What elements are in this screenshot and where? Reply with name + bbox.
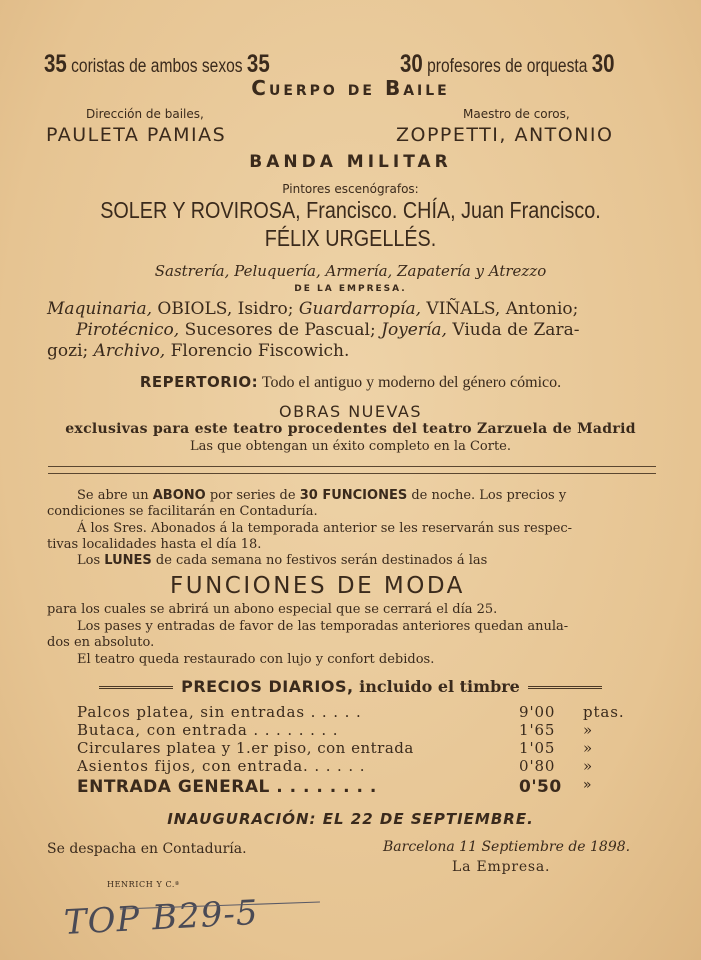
exclusivas-line: exclusivas para este teatro procedentes del teatro Zarzuela de Madrid	[65, 421, 636, 437]
price-value: 1'65	[519, 721, 556, 739]
price-unit: ptas.	[583, 703, 625, 721]
leader-right	[528, 686, 602, 689]
zaragozi-cont: gozi;	[47, 341, 94, 361]
archivo-label: Archivo,	[93, 341, 166, 361]
abono-word: ABONO	[152, 488, 206, 503]
price-unit: »	[583, 757, 594, 775]
cuerpo-de-baile: Cuerpo de Baile	[251, 76, 450, 100]
price-value: 1'05	[519, 739, 556, 757]
handwritten-signatura: TOP B29-5	[62, 892, 260, 943]
abono-p1-c: por series de	[205, 488, 300, 503]
profesores-line	[400, 50, 615, 79]
repertorio-label: REPERTORIO:	[139, 373, 259, 391]
price-label: ENTRADA GENERAL . . . . . . . .	[77, 777, 377, 797]
price-unit: »	[583, 777, 593, 793]
vinals-name: VIÑALS, Antonio;	[421, 299, 579, 319]
inauguracion: INAUGURACIÓN: EL 22 DE SEPTIEMBRE.	[167, 810, 534, 828]
guardarropia-label: Guardarropía,	[298, 299, 422, 319]
abono-p3-a: Los	[77, 553, 105, 568]
maestro-name: ZOPPETTI, ANTONIO	[396, 124, 614, 146]
funciones-de-moda: FUNCIONES DE MODA	[170, 573, 465, 599]
price-unit: »	[583, 721, 594, 739]
coristas-number: 35	[44, 50, 67, 78]
price-value: 9'00	[519, 703, 556, 721]
empresa-line1	[47, 299, 578, 319]
price-value: 0'50	[519, 777, 562, 797]
direccion-name: PAULETA PAMIAS	[46, 124, 227, 146]
abono-p1-line2: condiciones se facilitarán en Contaduría.	[47, 504, 318, 519]
abono-p4: para los cuales se abrirá un abono especial que se cerrará el día 25.	[47, 602, 498, 617]
fecha: Barcelona 11 Septiembre de 1898.	[383, 839, 631, 855]
obiols-name: OBIOLS, Isidro;	[152, 299, 299, 319]
incluido-timbre: incluido el timbre	[353, 677, 520, 696]
leader-left	[99, 686, 173, 689]
empresa-line3	[47, 341, 349, 361]
obras-nuevas: OBRAS NUEVAS	[278, 402, 423, 421]
abono-p6: El teatro queda restaurado con lujo y confort debidos.	[77, 652, 435, 667]
precios-title	[0, 677, 701, 696]
pintores-line1: SOLER Y ROVIROSA, Francisco. CHÍA, Juan Francisco.	[100, 197, 601, 223]
fiscowich-name: Florencio Fiscowich.	[165, 341, 350, 361]
coristas-label: coristas de ambos sexos	[71, 56, 243, 77]
price-label: Butaca, con entrada . . . . . . . .	[77, 721, 339, 739]
coristas-number-right: 35	[246, 50, 270, 78]
price-label: Asientos fijos, con entrada. . . . . .	[77, 757, 366, 775]
abono-p3	[77, 553, 487, 568]
abono-p3-c: de cada semana no festivos serán destinados á las	[151, 553, 488, 568]
abono-p2-line2: tivas localidades hasta el día 18.	[47, 537, 262, 552]
pascual-name: Sucesores de Pascual;	[179, 320, 382, 340]
price-value: 0'80	[519, 757, 556, 775]
imprenta: HENRICH Y C.ª	[107, 880, 180, 889]
abono-p5-line2: dos en absoluto.	[47, 635, 155, 650]
divider-top	[48, 466, 656, 467]
de-la-empresa: DE LA EMPRESA.	[294, 284, 407, 294]
empresa-line2	[76, 320, 579, 340]
price-unit: »	[583, 739, 594, 757]
abono-p1-e: de noche. Los precios y	[407, 488, 567, 503]
pintores-line2: FÉLIX URGELLÉS.	[264, 225, 437, 251]
profesores-label: profesores de orquesta	[427, 56, 588, 77]
profesores-number-right: 30	[591, 50, 615, 78]
lunes-word: LUNES	[104, 553, 152, 568]
price-label: Palcos platea, sin entradas . . . . .	[77, 703, 362, 721]
banda-militar: BANDA MILITAR	[249, 152, 452, 172]
abono-p1	[77, 488, 566, 503]
precios-diarios: PRECIOS DIARIOS,	[181, 677, 354, 696]
price-label: Circulares platea y 1.er piso, con entrada	[77, 739, 414, 757]
repertorio-text: Todo el antiguo y moderno del género cómico.	[258, 374, 562, 391]
exito-line: Las que obtengan un éxito completo en la Corte.	[189, 439, 512, 454]
pintores-label: Pintores escenógrafos:	[282, 182, 419, 196]
abono-p2-line1: Á los Sres. Abonados á la temporada anterior se les reservarán sus respec-	[77, 521, 573, 536]
direccion-label: Dirección de bailes,	[86, 107, 204, 121]
abono-p5-line1: Los pases y entradas de favor de las temporadas anteriores quedan anula-	[77, 619, 569, 634]
pirotecnico-label: Pirotécnico,	[76, 320, 180, 340]
talleres-line: Sastrería, Peluquería, Armería, Zapatería y Atrezzo	[154, 262, 547, 280]
zaragozi-name: Viuda de Zara-	[446, 320, 580, 340]
coristas-line	[44, 50, 270, 79]
treinta-funciones: 30 FUNCIONES	[299, 488, 408, 503]
maquinaria-label: Maquinaria,	[47, 299, 152, 319]
maestro-label: Maestro de coros,	[463, 107, 570, 121]
profesores-number: 30	[400, 50, 423, 78]
joyeria-label: Joyería,	[381, 320, 447, 340]
despacha: Se despacha en Contaduría.	[47, 841, 247, 857]
divider-bottom	[48, 473, 656, 474]
abono-p1-a: Se abre un	[77, 488, 153, 503]
repertorio-line	[0, 373, 701, 392]
la-empresa: La Empresa.	[452, 859, 551, 875]
